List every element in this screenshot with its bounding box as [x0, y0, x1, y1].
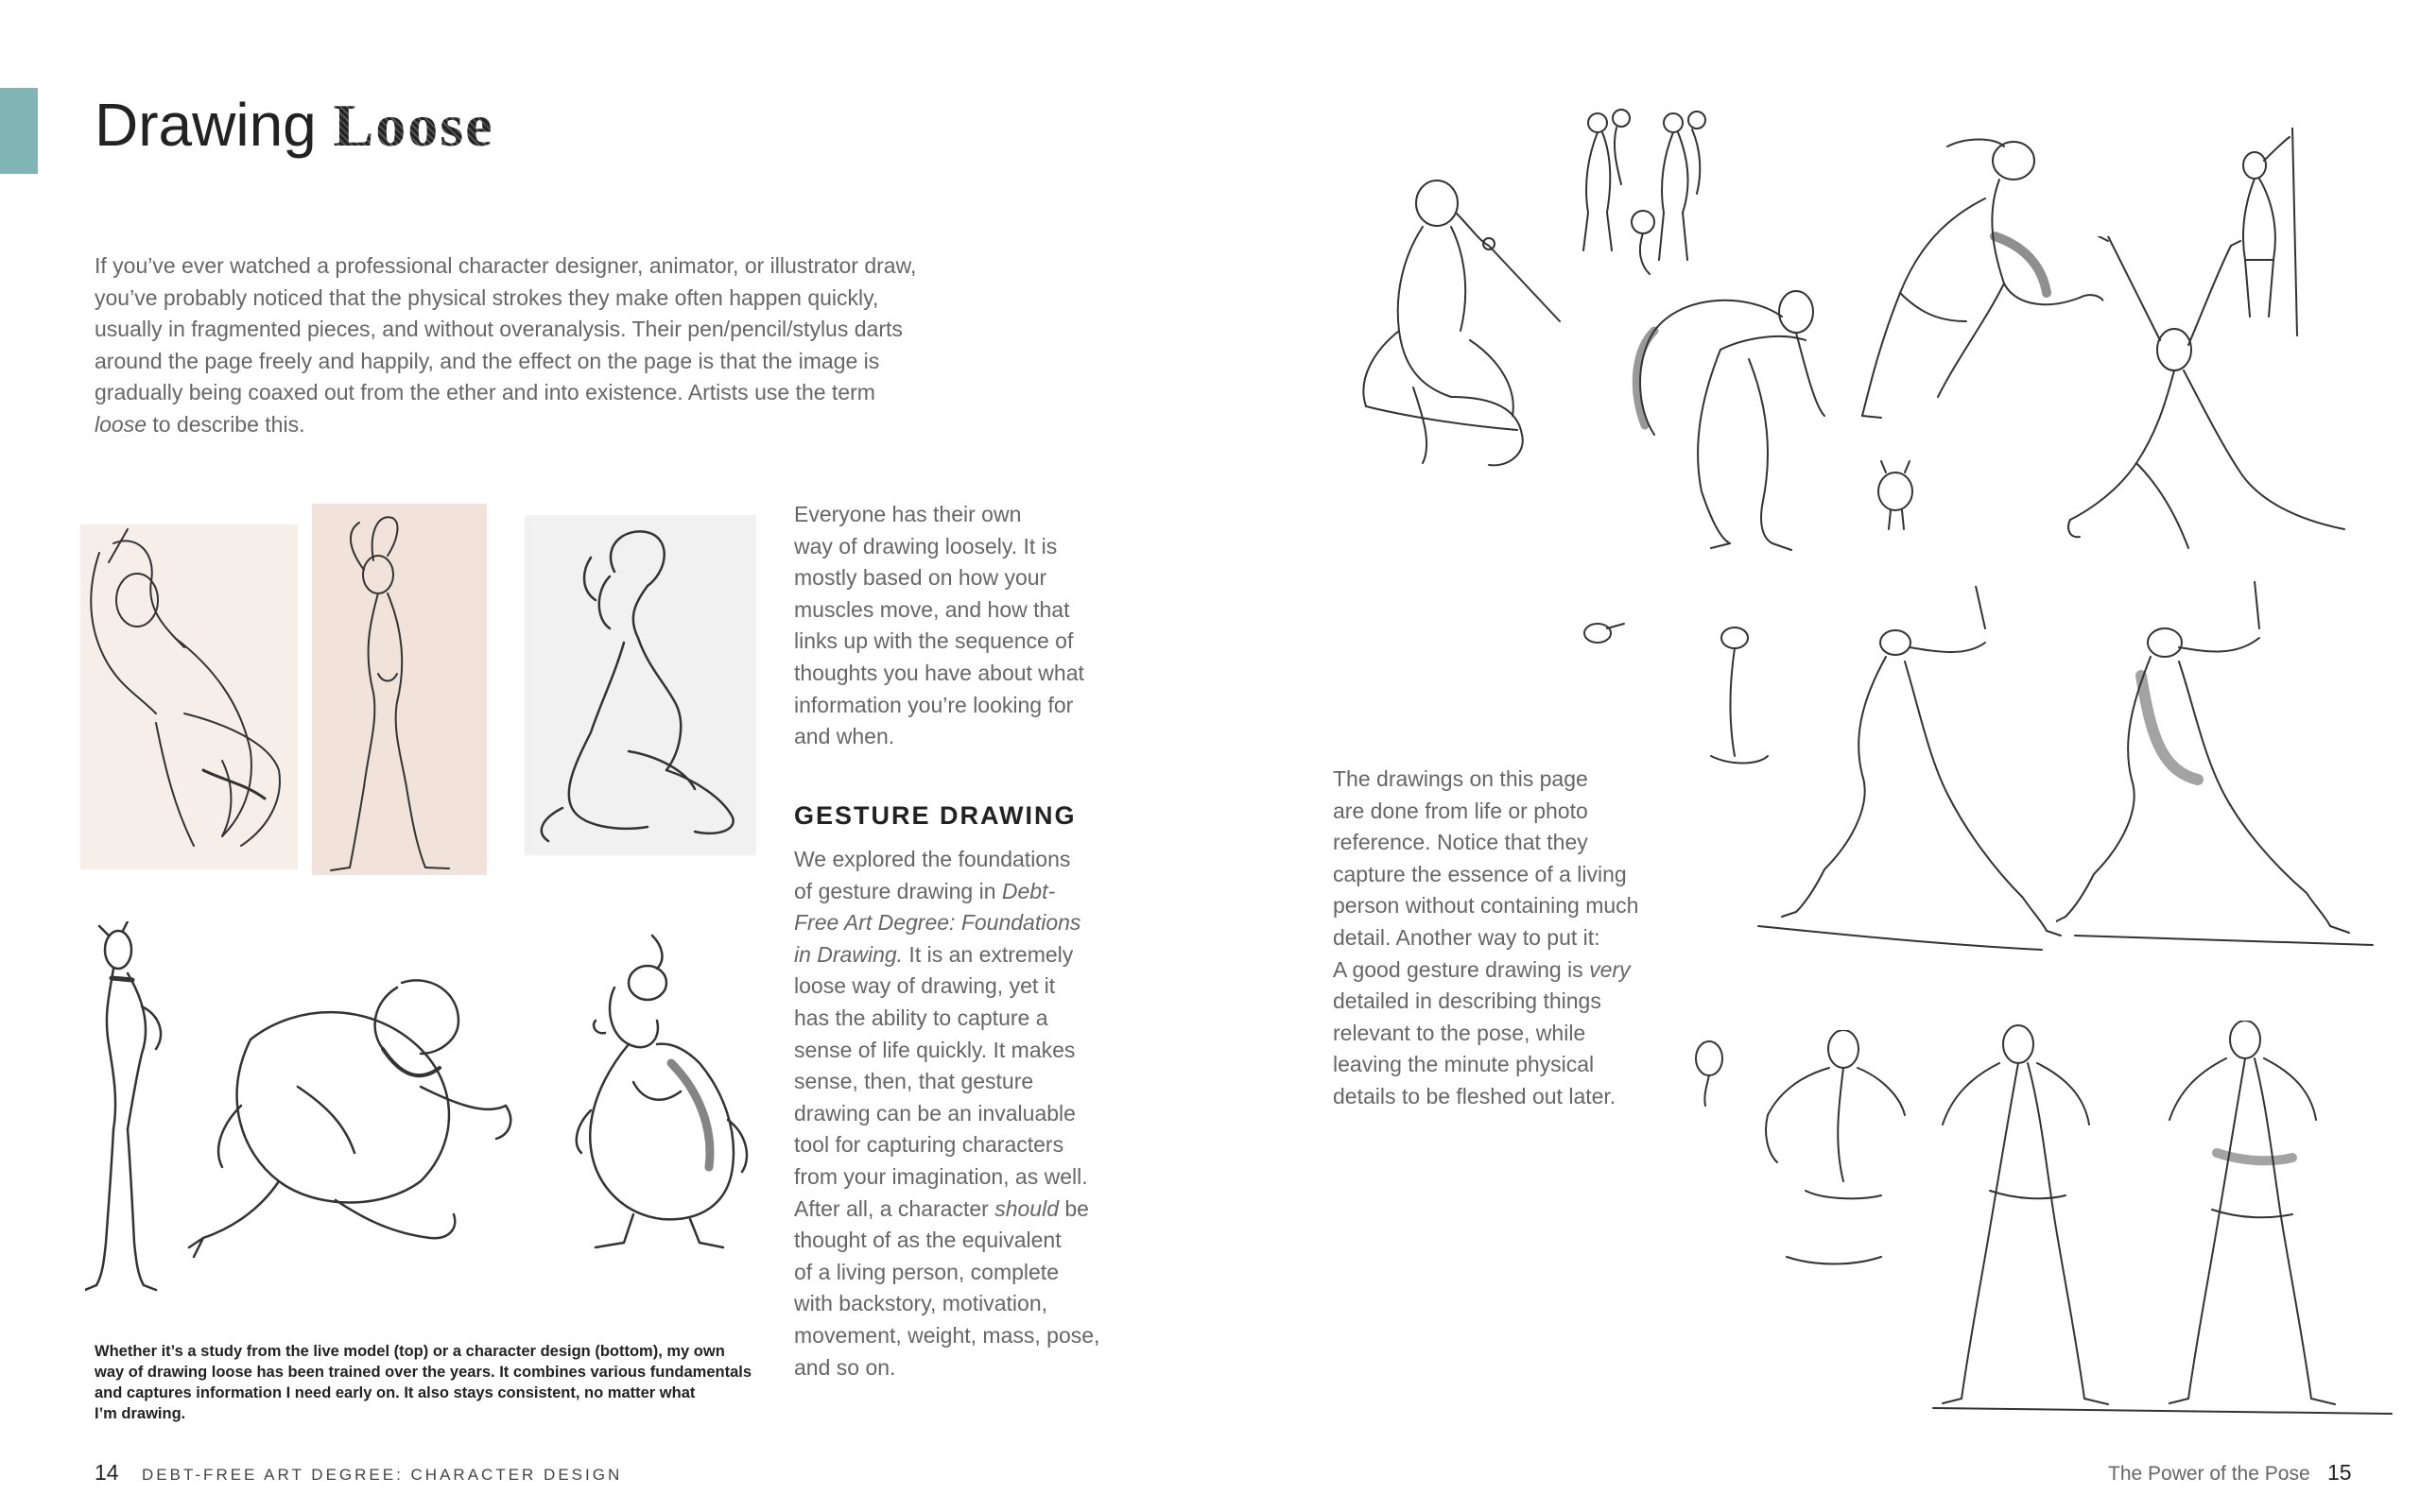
intro-italic-term: loose [95, 411, 147, 437]
standing-figure-sketch [312, 504, 487, 875]
intro-line: around the page freely and happily, and the effect on the page is that the image is [95, 348, 880, 373]
seated-singer-sketch [1347, 170, 1593, 472]
title-styled: Loose [333, 92, 494, 159]
running-character-sketch [184, 964, 534, 1276]
dancing-figure-sketch [2051, 236, 2354, 553]
gesture-italic: should [994, 1195, 1059, 1221]
kneeling-figure-sketch [525, 515, 756, 855]
gesture-text: It is an extremely [903, 941, 1074, 967]
book-title-italic: Debt- [1001, 878, 1056, 903]
intro-line: usually in fragmented pieces, and without overanalysis. Their pen/pencil/stylus darts [95, 317, 903, 342]
gesture-drawing-heading: GESTURE DRAWING [794, 801, 1077, 830]
right-line: are done from life or photo [1333, 798, 1588, 823]
gesture-text: of gesture drawing in [794, 878, 1002, 903]
right-line: The drawings on this page [1333, 766, 1588, 791]
everyone-line: and when. [794, 724, 895, 749]
chapter-accent-tab [0, 88, 38, 174]
left-running-title: DEBT-FREE ART DEGREE: CHARACTER DESIGN [142, 1466, 623, 1484]
gesture-line: thought of as the equivalent [794, 1228, 1062, 1253]
right-page-number: 15 [2327, 1460, 2352, 1485]
page-title [95, 91, 494, 159]
right-line: relevant to the pose, while [1333, 1020, 1586, 1045]
right-line [1333, 954, 1673, 987]
standing-figures-sketch [1924, 1021, 2396, 1418]
tall-thin-character-sketch [85, 921, 189, 1295]
intro-line: If you’ve ever watched a professional character designer, animator, or illustrator draw, [95, 253, 917, 278]
gesture-line [794, 939, 1115, 971]
gesture-line: has the ability to capture a [794, 1005, 1048, 1030]
gesture-line: from your imagination, as well. [794, 1163, 1088, 1189]
book-title-italic: in Drawing. [794, 941, 904, 967]
gesture-line: sense of life quickly. It makes [794, 1037, 1076, 1062]
detailed-gesture-sketch [2056, 581, 2387, 950]
caption-line: way of drawing loose has been trained over the years. It combines various fundamentals [95, 1364, 752, 1381]
everyone-line: muscles move, and how that [794, 596, 1070, 622]
gesture-line: movement, weight, mass, pose, [794, 1322, 1100, 1348]
intro-line-last [95, 409, 926, 441]
old-woman-character-sketch [558, 931, 766, 1266]
everyone-line: way of drawing loosely. It is [794, 533, 1058, 558]
gesture-paragraph [794, 844, 1115, 1383]
caption-line: and captures information I need early on. It also stays consistent, no matter what [95, 1384, 696, 1401]
intro-line: gradually being coaxed out from the ether and into existence. Artists use the term [95, 380, 875, 405]
right-line: reference. Notice that they [1333, 830, 1588, 855]
everyone-line: links up with the sequence of [794, 628, 1074, 654]
seated-figure-sketch [80, 524, 298, 869]
standing-gesture-progression-sketch [1683, 1030, 1938, 1295]
gesture-line: loose way of drawing, yet it [794, 973, 1056, 999]
intro-line: you’ve probably noticed that the physical strokes they make often happen quickly, [95, 284, 879, 310]
right-line: detail. Another way to put it: [1333, 924, 1600, 950]
image-caption [95, 1341, 775, 1424]
caption-line: Whether it’s a study from the live model (top) or a character design (bottom), my own [95, 1343, 725, 1360]
caption-line: I’m drawing. [95, 1405, 186, 1422]
gesture-line: of a living person, complete [794, 1259, 1059, 1284]
intro-last-rest: to describe this. [146, 411, 305, 437]
everyone-line: mostly based on how your [794, 565, 1047, 591]
gesture-line: tool for capturing characters [794, 1132, 1064, 1158]
gesture-line: drawing can be an invaluable [794, 1100, 1076, 1125]
gesture-line: We explored the foundations [794, 847, 1071, 871]
right-line: person without containing much [1333, 893, 1639, 919]
couple-sketch [1569, 109, 1720, 279]
book-title-italic: Free Art Degree: Foundations [794, 910, 1081, 936]
title-plain: Drawing [95, 91, 317, 159]
gesture-line: and so on. [794, 1354, 896, 1380]
left-page-number: 14 [95, 1460, 119, 1485]
gesture-progression-row-sketch [1569, 586, 2118, 954]
right-text: A good gesture drawing is [1333, 956, 1590, 982]
gesture-line: sense, then, that gesture [794, 1069, 1034, 1094]
intro-paragraph [95, 250, 926, 441]
right-line: details to be fleshed out later. [1333, 1083, 1616, 1108]
right-running-title: The Power of the Pose [2108, 1463, 2310, 1485]
right-line: leaving the minute physical [1333, 1052, 1595, 1077]
everyone-line: thoughts you have about what [794, 660, 1084, 685]
gesture-text: be [1058, 1195, 1089, 1221]
everyone-line: information you’re looking for [794, 692, 1074, 717]
right-line: capture the essence of a living [1333, 861, 1627, 886]
everyone-paragraph [794, 499, 1115, 753]
gesture-line: with backstory, motivation, [794, 1291, 1048, 1316]
gesture-line [794, 907, 1115, 939]
gesture-line [794, 1194, 1115, 1226]
gesture-line [794, 876, 1115, 908]
everyone-line: Everyone has their own [794, 502, 1022, 526]
gesture-text: After all, a character [794, 1195, 995, 1221]
right-italic: very [1589, 956, 1631, 982]
right-line: detailed in describing things [1333, 988, 1601, 1014]
